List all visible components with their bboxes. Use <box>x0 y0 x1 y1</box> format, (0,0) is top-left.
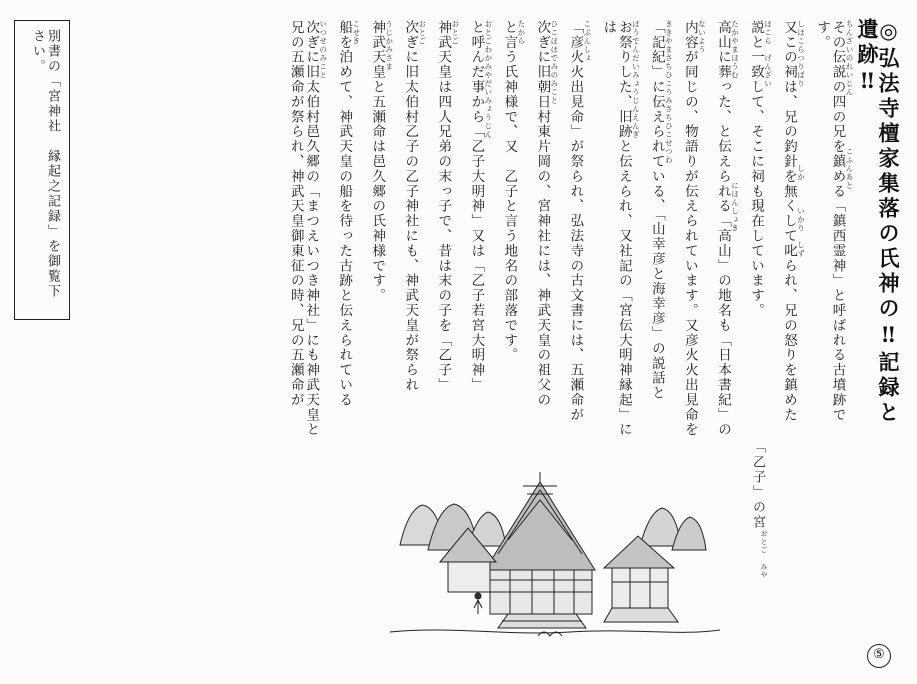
ruby-annotation: おとご <box>450 20 460 46</box>
text-column: 高山に葬った、と伝えられる「高山」の地名も「日本書紀」の <box>714 20 731 438</box>
ruby-annotation: おとご <box>417 20 427 46</box>
ruby-annotation: ほうでんだいみょうじんえんぎ <box>631 20 641 139</box>
text-column: 次ぎに旧朝日村東片岡の、宮神社には、神武天皇の祖父の <box>534 20 551 408</box>
ruby-annotation: いつせのみこと <box>318 20 328 80</box>
text-column: 「彦火火出見命」が祭られ、弘法寺の古文書には、五瀬命が <box>567 20 584 423</box>
text-column: 神武天皇と五瀬命は邑久郷の氏神様です。 <box>369 20 386 304</box>
text-column: 神武天皇は四人兄弟の末っ子で、昔は末の子を「乙子」 <box>435 20 452 393</box>
text-column: 内容が同じの、物語りが伝えられています。又彦火火出見命を <box>681 20 698 438</box>
illustration-caption <box>748 440 767 620</box>
ruby-annotation: おとごわかみやだいみょうじん <box>483 20 493 139</box>
ruby-annotation: たかやまほうむ にほんしょき <box>730 20 740 233</box>
text-column: 次ぎに旧太伯村邑久郷の「まつえいつき神社」にも神武天皇と兄の五瀬命が祭られ、神武天皇御東征の時、兄の五瀬命が <box>287 20 320 438</box>
text-column: 又この祠は、兄の釣針を無くして叱られ、兄の怒りを鎮めた <box>780 20 797 423</box>
illustration-caption-ruby: おとご みや <box>760 530 768 579</box>
vertical-text-body <box>278 20 853 440</box>
illustration-caption-text: 「乙子」の宮 <box>750 440 765 530</box>
page-title: ◎弘法寺檀家集落の氏神の‼記録と遺跡‼ <box>855 18 901 426</box>
ruby-annotation: たから <box>516 20 526 46</box>
ruby-annotation: ちんざいのれいじん こふんあと <box>845 20 854 190</box>
text-column: その伝説の四の兄を鎮める「鎮西霊神」と呼ばれる古墳跡です。 <box>813 20 846 423</box>
boxed-note-text: 別書の「宮神社 縁起之記録」を御覧下さい。 <box>30 29 60 299</box>
ruby-annotation: ききやまさちひこうみさちひこせつわ <box>664 20 674 165</box>
ruby-annotation: ないよう <box>697 20 707 54</box>
text-column: お祭りした、旧跡と伝えられ、又社記の「宮伝大明神縁起」には <box>600 20 632 438</box>
text-column: と言う氏神様で、又 乙子と言う地名の部落です。 <box>501 20 518 363</box>
ruby-annotation: しほこらつりばり しか いかり しず <box>796 20 806 258</box>
ruby-annotation: こぶんしょ <box>582 20 592 63</box>
text-column: 「記紀」に伝えられている、「山幸彦と海幸彦」の説話と <box>648 20 665 401</box>
text-column: 船を泊めて、神武天皇の船を待った古跡と伝えられている <box>336 20 353 408</box>
ruby-annotation: うじかみさま <box>384 20 394 71</box>
shrine-illustration <box>390 450 720 650</box>
boxed-note <box>14 20 70 320</box>
ruby-annotation: こせき <box>351 20 361 46</box>
text-column: と呼んだ事から「乙子大明神」又は「乙子若宮大明神」 <box>468 20 485 393</box>
text-column: 説と一致して、そこに祠も現在しています。 <box>747 20 764 318</box>
text-column: 次ぎに旧太伯村乙子の乙子神社にも、神武天皇が祭られ <box>402 20 419 393</box>
ruby-annotation: ほこら げんざい <box>763 20 773 88</box>
ruby-annotation: ひこほほでみのみこと <box>549 20 559 105</box>
page-number: ⑤ <box>867 644 891 668</box>
